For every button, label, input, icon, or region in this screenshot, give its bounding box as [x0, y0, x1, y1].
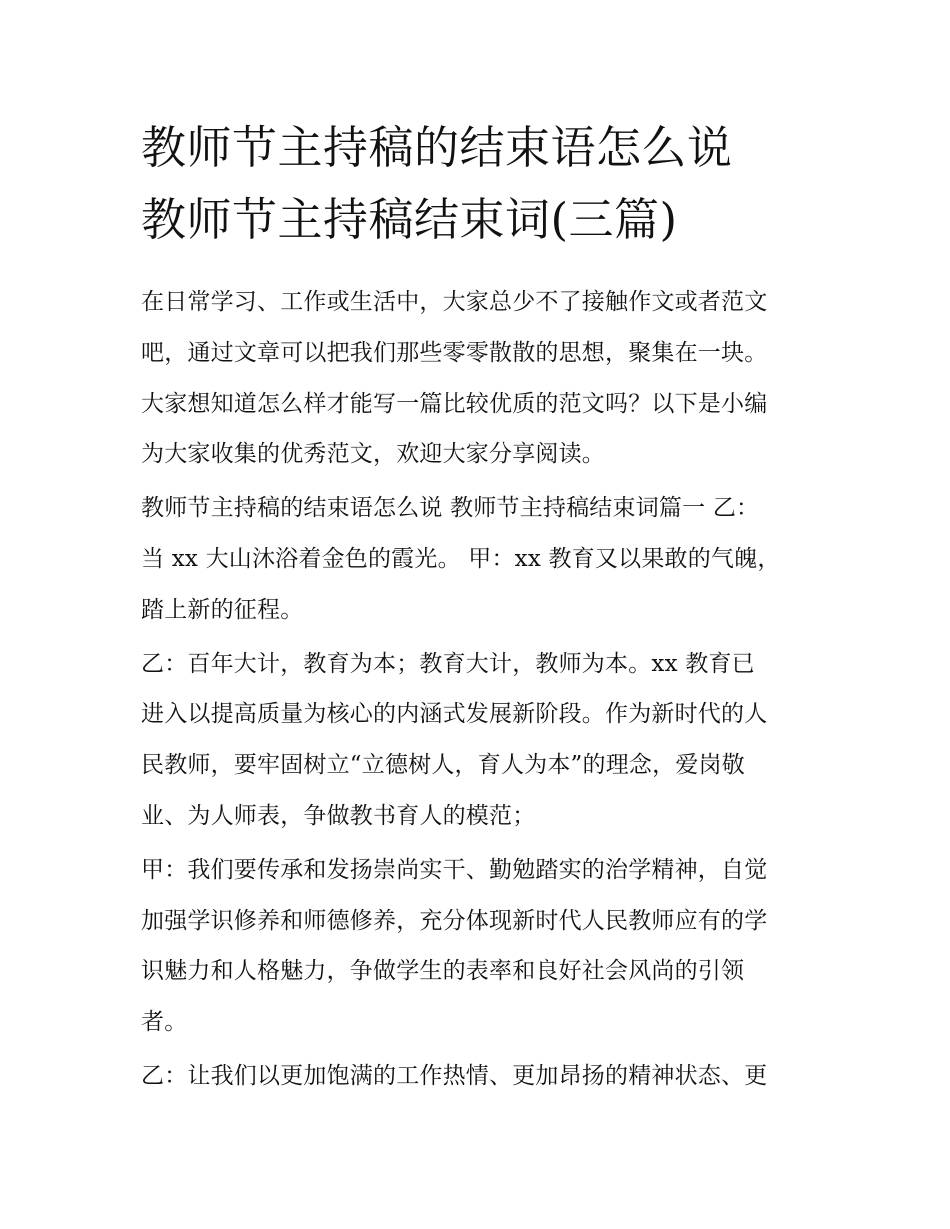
text-line: 业、为人师表，争做教书育人的模范；: [141, 802, 536, 829]
body-paragraph: [141, 845, 821, 1048]
text-line: 踏上新的征程。: [141, 596, 304, 623]
text-line: 当 xx 大山沐浴着金色的霞光。 甲：xx 教育又以果敢的气魄，: [141, 545, 781, 572]
text-line: 教师节主持稿的结束语怎么说 教师节主持稿结束词篇一 乙：: [141, 495, 760, 522]
intro-paragraph: [141, 277, 821, 480]
text-line: 吧，通过文章可以把我们那些零零散散的思想，聚集在一块。: [141, 339, 768, 366]
document-title: [141, 112, 821, 256]
text-line: 在日常学习、工作或生活中，大家总少不了接触作文或者范文: [141, 289, 768, 315]
body-paragraph: [141, 1051, 821, 1102]
text-line: 大家想知道怎么样才能写一篇比较优质的范文吗？以下是小编: [141, 390, 768, 417]
text-line: 加强学识修养和师德修养，充分体现新时代人民教师应有的学: [141, 907, 768, 934]
text-line: 进入以提高质量为核心的内涵式发展新阶段。作为新时代的人: [141, 701, 768, 728]
text-line: 乙：让我们以更加饱满的工作热情、更加昂扬的精神状态、更: [141, 1062, 768, 1089]
document-body: [141, 277, 821, 1105]
text-line: 民教师，要牢固树立“立德树人，育人为本”的理念，爱岗敬: [141, 752, 745, 779]
body-paragraph: [141, 639, 821, 842]
section-heading-paragraph: [141, 483, 821, 635]
text-line: 识魅力和人格魅力，争做学生的表率和良好社会风尚的引领: [141, 958, 745, 985]
title-line-1: 教师节主持稿的结束语怎么说: [141, 121, 733, 174]
text-line: 者。: [141, 1009, 188, 1036]
text-line: 甲：我们要传承和发扬崇尚实干、勤勉踏实的治学精神，自觉: [141, 856, 768, 883]
text-line: 为大家收集的优秀范文，欢迎大家分享阅读。: [141, 441, 605, 468]
title-line-2: 教师节主持稿结束词(三篇): [141, 193, 678, 246]
text-line: 乙：百年大计，教育为本；教育大计，教师为本。xx 教育已: [141, 650, 755, 677]
